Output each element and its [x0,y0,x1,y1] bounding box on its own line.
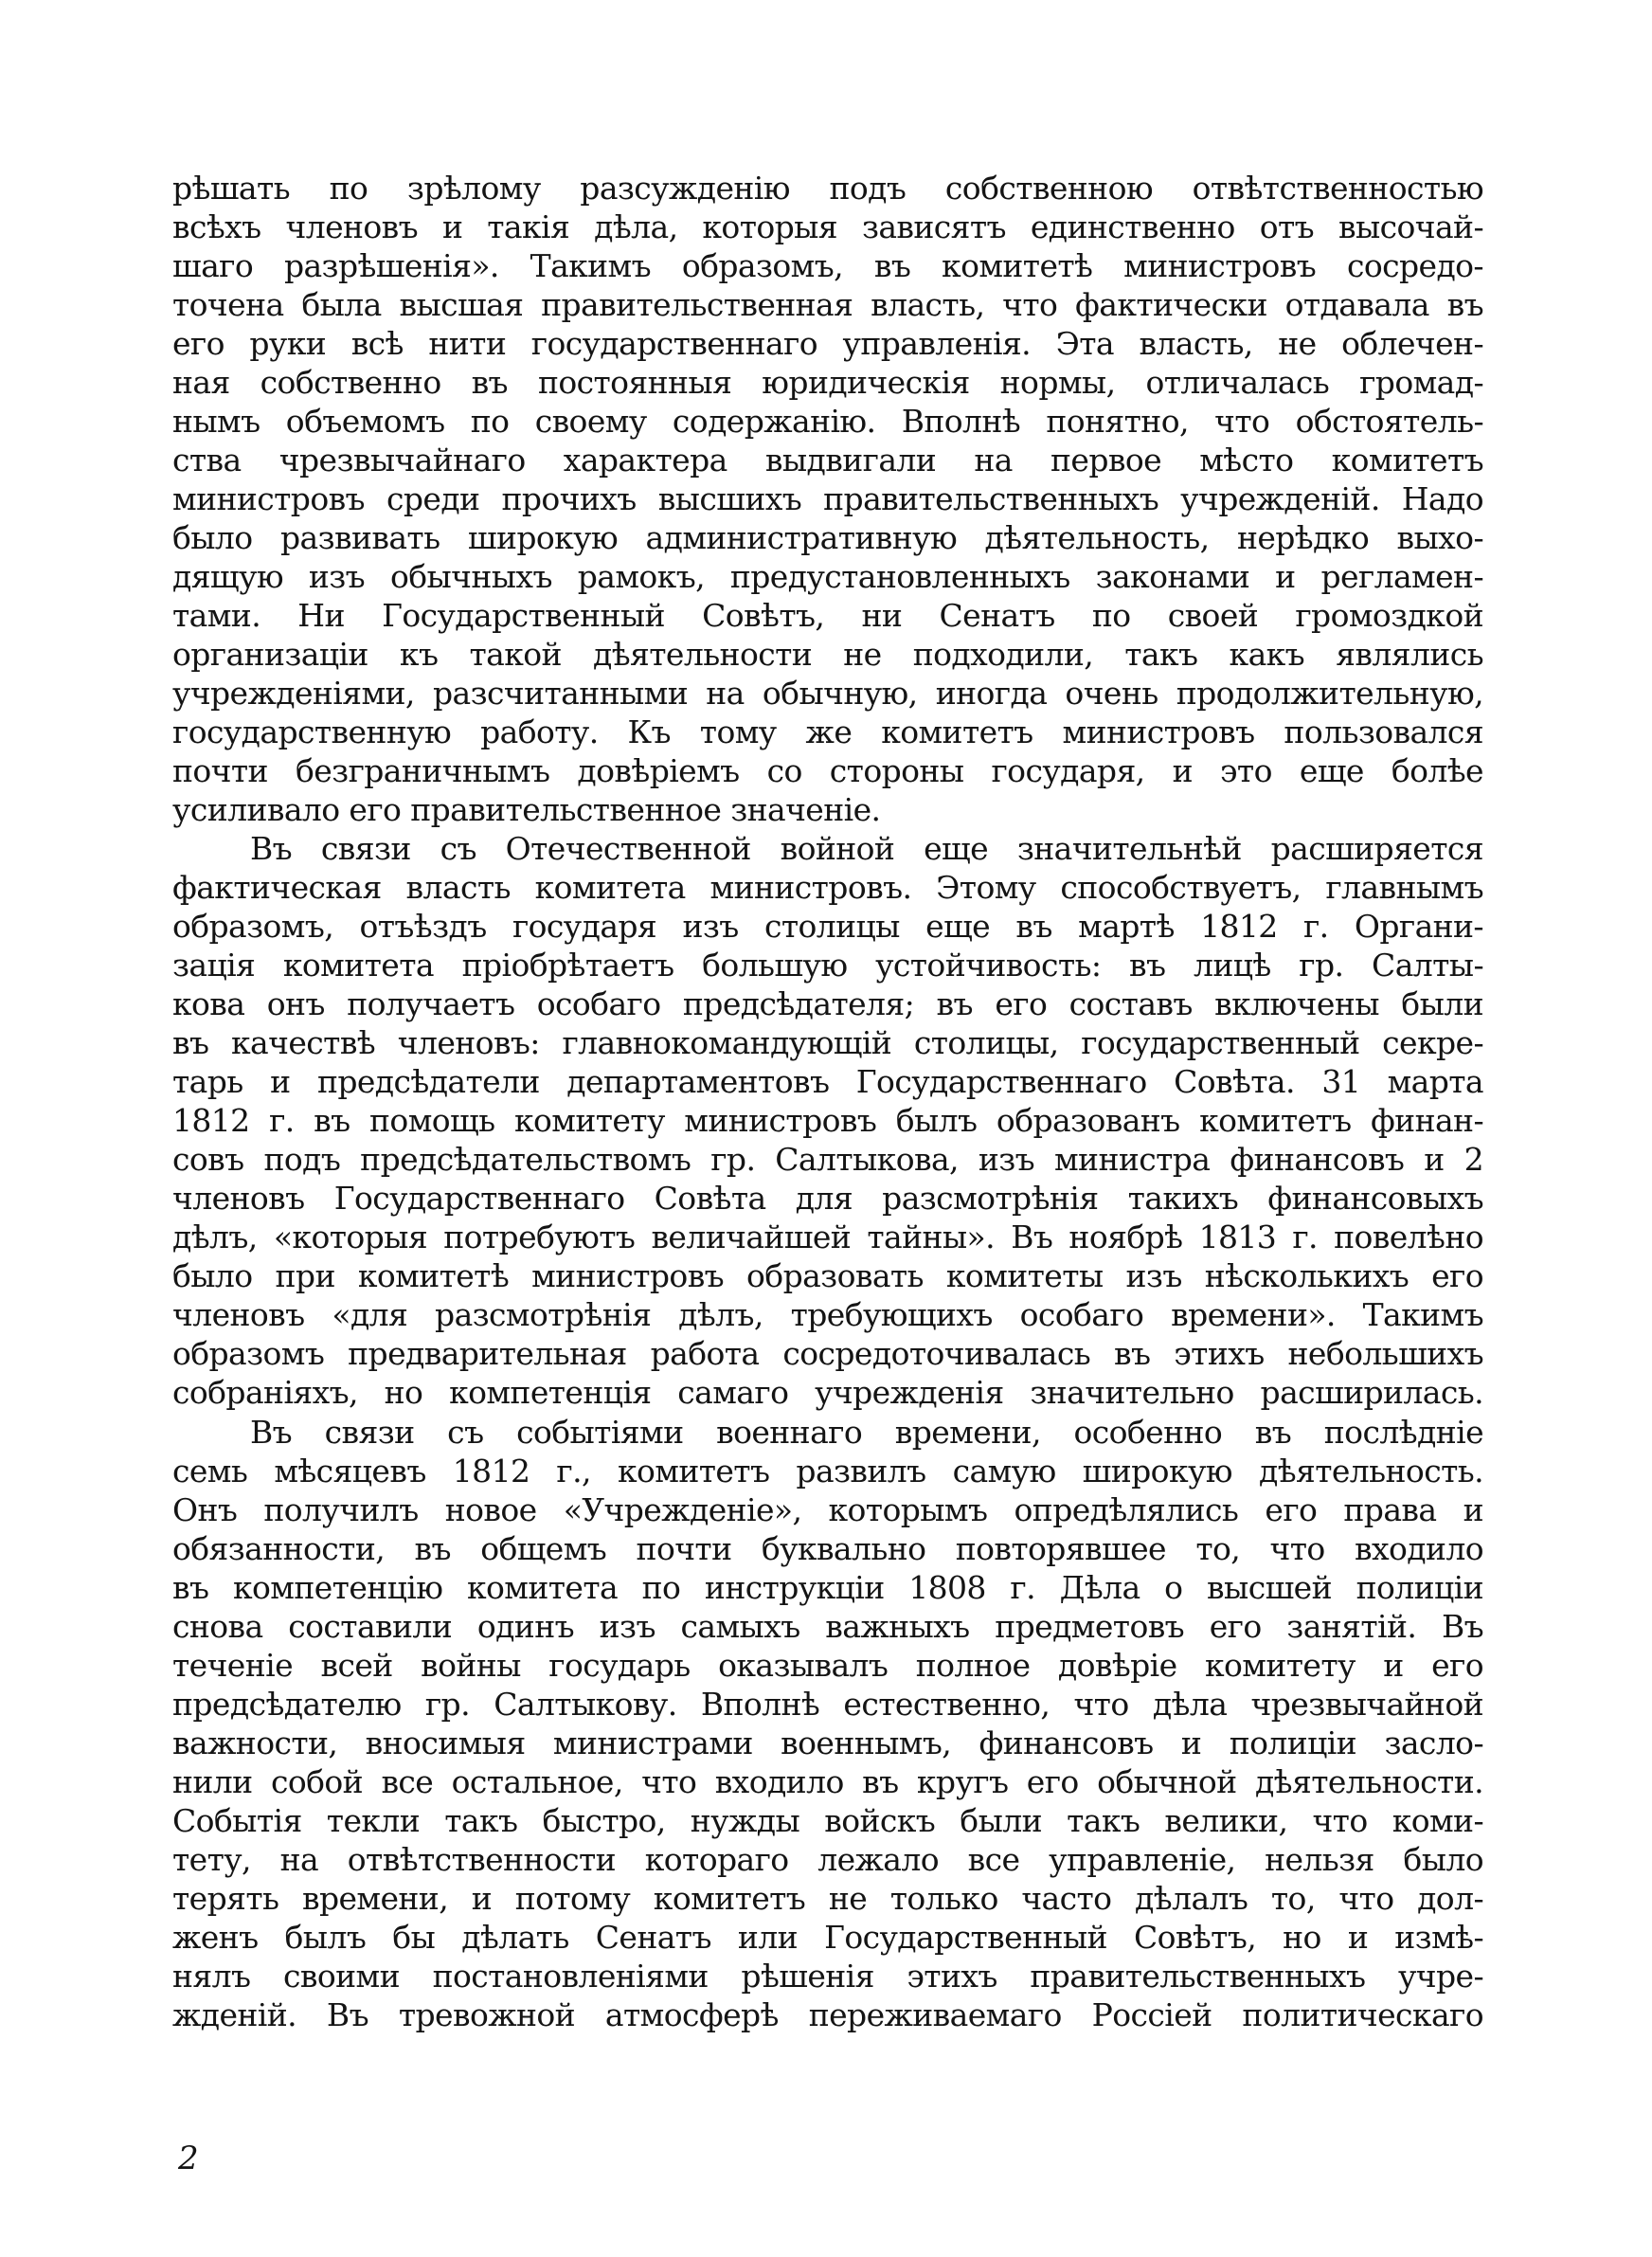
text-line: рѣшать по зрѣлому разсужденію подъ собственною отвѣтственностью [172,170,1483,207]
text-line: было при комитетѣ министровъ образовать комитеты изъ нѣсколькихъ его [172,1257,1483,1295]
paragraph-3 [172,1413,1483,2034]
text-line: министровъ среди прочихъ высшихъ правительственныхъ учрежденій. Надо [172,480,1483,518]
text-line: нялъ своими постановленіями рѣшенія этихъ правительственныхъ учре- [172,1957,1483,1995]
text-line: шаго разрѣшенія». Такимъ образомъ, въ комитетѣ министровъ сосредо- [172,247,1483,285]
text-line: Въ связи съ событіями военнаго времени, особенно въ послѣдніе [250,1413,1483,1451]
text-line: его руки всѣ нити государственнаго управленія. Эта власть, не облечен- [172,325,1483,363]
text-line: точена была высшая правительственная власть, что фактически отдавала въ [172,286,1483,324]
text-line: предсѣдателю гр. Салтыкову. Вполнѣ естественно, что дѣла чрезвычайной [172,1685,1483,1723]
text-line: теченіе всей войны государь оказывалъ полное довѣріе комитету и его [172,1646,1483,1684]
text-line: важности, вносимыя министрами военнымъ, финансовъ и полиціи засло- [172,1724,1483,1761]
text-line: организаціи къ такой дѣятельности не подходили, такъ какъ являлись [172,636,1483,674]
text-line: терять времени, и потому комитетъ не только часто дѣлалъ то, что дол- [172,1879,1483,1917]
text-line: жденій. Въ тревожной атмосферѣ переживаемаго Россіей политическаго [172,1995,1483,2033]
text-line: тарь и предсѣдатели департаментовъ Государственнаго Совѣта. 31 марта [172,1063,1483,1101]
text-line: дѣлъ, «которыя потребуютъ величайшей тайны». Въ ноябрѣ 1813 г. повелѣно [172,1219,1483,1256]
text-line: дящую изъ обычныхъ рамокъ, предустановленныхъ законами и регламен- [172,558,1483,596]
text-line: ная собственно въ постоянныя юридическія нормы, отличалась громад- [172,364,1483,402]
text-line: кова онъ получаетъ особаго предсѣдателя; въ его составъ включены были [172,985,1483,1023]
text-line: Событія текли такъ быстро, нужды войскъ были такъ велики, что коми- [172,1801,1483,1839]
text-line: женъ былъ бы дѣлать Сенатъ или Государственный Совѣтъ, но и измѣ- [172,1918,1483,1956]
text-line: обязанности, въ общемъ почти буквально повторявшее то, что входило [172,1529,1483,1567]
text-line: снова составили одинъ изъ самыхъ важныхъ предметовъ его занятій. Въ [172,1607,1483,1645]
text-line: образомъ предварительная работа сосредоточивалась въ этихъ небольшихъ [172,1335,1483,1373]
text-line: тами. Ни Государственный Совѣтъ, ни Сенатъ по своей громоздкой [172,597,1483,635]
text-line: зація комитета пріобрѣтаетъ большую устойчивость: въ лицѣ гр. Салты- [172,947,1483,984]
text-line: тету, на отвѣтственности котораго лежало все управленіе, нельзя было [172,1840,1483,1878]
page-number: 2 [178,2140,199,2177]
text-line: Въ связи съ Отечественной войной еще значительнѣй расширяется [250,830,1483,868]
text-line: въ компетенцію комитета по инструкціи 1808 г. Дѣла о высшей полиціи [172,1568,1483,1606]
text-line: членовъ «для разсмотрѣнія дѣлъ, требующихъ особаго времени». Такимъ [172,1296,1483,1334]
text-line: членовъ Государственнаго Совѣта для разсмотрѣнія такихъ финансовыхъ [172,1180,1483,1218]
text-line: образомъ, отъѣздъ государя изъ столицы еще въ мартѣ 1812 г. Органи- [172,908,1483,946]
text-line: Онъ получилъ новое «Учрежденіе», которымъ опредѣлялись его права и [172,1490,1483,1528]
text-line: нили собой все остальное, что входило въ кругъ его обычной дѣятельности. [172,1762,1483,1800]
text-line: усиливало его правительственное значеніе. [172,791,881,829]
text-line: 1812 г. въ помощь комитету министровъ былъ образованъ комитетъ финан- [172,1102,1483,1140]
text-line: государственную работу. Къ тому же комитетъ министровъ пользовался [172,713,1483,751]
text-line: совъ подъ предсѣдательствомъ гр. Салтыкова, изъ министра финансовъ и 2 [172,1141,1483,1179]
text-line: всѣхъ членовъ и такія дѣла, которыя зависятъ единственно отъ высочай- [172,208,1483,246]
paragraph-2 [172,829,1483,1412]
text-line: нымъ объемомъ по своему содержанію. Вполнѣ понятно, что обстоятель- [172,403,1483,441]
text-line: почти безграничнымъ довѣріемъ со стороны государя, и это еще болѣе [172,752,1483,790]
text-line: ства чрезвычайнаго характера выдвигали на первое мѣсто комитетъ [172,442,1483,479]
text-line: фактическая власть комитета министровъ. Этому способствуетъ, главнымъ [172,869,1483,907]
text-line: семь мѣсяцевъ 1812 г., комитетъ развилъ самую широкую дѣятельность. [172,1452,1483,1490]
text-line: учрежденіями, разсчитанными на обычную, иногда очень продолжительную, [172,675,1483,713]
text-line: собраніяхъ, но компетенція самаго учрежденія значительно расширилась. [172,1374,1483,1412]
text-line: въ качествѣ членовъ: главнокомандующій столицы, государственный секре- [172,1024,1483,1062]
paragraph-1 [172,169,1483,829]
body-text [172,169,1483,2034]
text-line: было развивать широкую административную дѣятельность, нерѣдко выхо- [172,519,1483,557]
